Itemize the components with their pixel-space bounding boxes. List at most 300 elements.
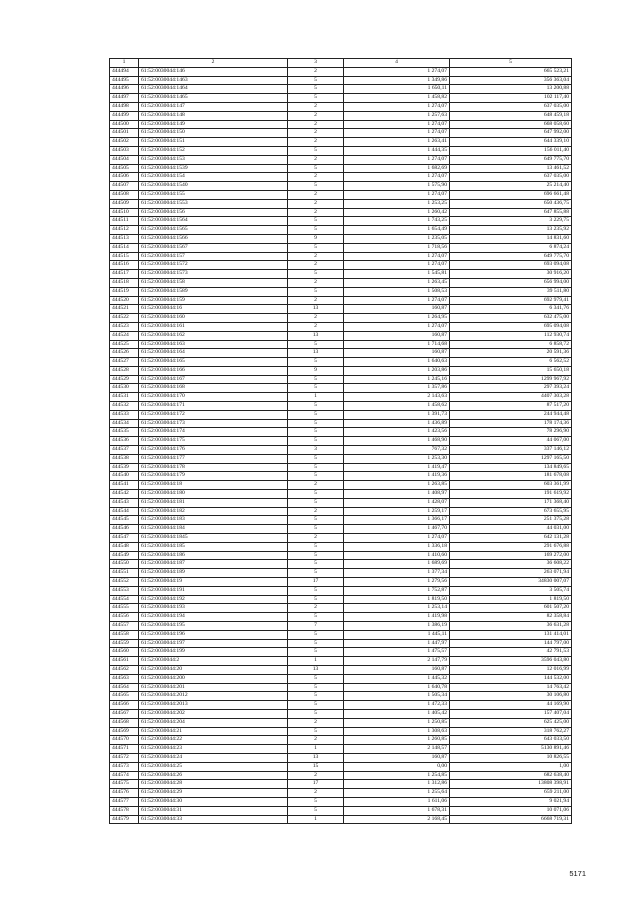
rate-cell: 1 447,97 [344,639,450,648]
row-number-cell: 444509 [110,199,139,208]
rate-cell: 1 408,97 [344,490,450,499]
rate-cell: 1 640,78 [344,683,450,692]
group-cell: 2 [288,102,344,111]
table-row [110,498,572,507]
value-cell: 42 791,53 [450,648,572,657]
value-cell: 44 169,90 [450,701,572,710]
row-number-cell: 444511 [110,217,139,226]
group-cell: 5 [288,287,344,296]
cadastral-number-cell: 61:52:0030044:1564 [139,217,288,226]
row-number-cell: 444526 [110,349,139,358]
row-number-cell: 444518 [110,278,139,287]
cadastral-number-cell: 61:52:0030044:1845 [139,534,288,543]
rate-cell: 1 410,60 [344,551,450,560]
group-cell: 13 [288,665,344,674]
row-number-cell: 444574 [110,771,139,780]
cadastral-number-cell: 61:52:0030044:156 [139,208,288,217]
table-row [110,797,572,806]
rate-cell: 1 274,07 [344,252,450,261]
group-cell: 5 [288,701,344,710]
table-row [110,155,572,164]
group-cell: 1 [288,815,344,824]
rate-cell: 0,00 [344,762,450,771]
cadastral-number-cell: 61:52:0030044:23 [139,745,288,754]
table-row [110,190,572,199]
group-cell: 2 [288,199,344,208]
group-cell: 5 [288,560,344,569]
group-cell: 5 [288,340,344,349]
rate-cell: 1 274,07 [344,129,450,138]
table-row [110,94,572,103]
value-cell: 102 117,40 [450,94,572,103]
cadastral-number-cell: 61:52:0030044:163 [139,340,288,349]
table-row [110,454,572,463]
group-cell: 2 [288,789,344,798]
group-cell: 5 [288,674,344,683]
row-number-cell: 444568 [110,718,139,727]
row-number-cell: 444545 [110,516,139,525]
cadastral-number-cell: 61:52:0030044:201 [139,683,288,692]
group-cell: 5 [288,709,344,718]
cadastral-number-cell: 61:52:0030044:170 [139,393,288,402]
rate-cell: 1 444,35 [344,146,450,155]
value-cell: 144 532,00 [450,674,572,683]
value-cell: 1 819,50 [450,595,572,604]
value-cell: 644 339,10 [450,138,572,147]
group-cell: 5 [288,525,344,534]
table-row [110,226,572,235]
group-cell: 5 [288,806,344,815]
table-row [110,76,572,85]
row-number-cell: 444576 [110,789,139,798]
row-number-cell: 444495 [110,76,139,85]
row-number-cell: 444549 [110,551,139,560]
row-number-cell: 444566 [110,701,139,710]
rate-cell: 1 458,82 [344,94,450,103]
value-cell: 693 094,08 [450,261,572,270]
cadastral-number-cell: 61:52:0030044:1572 [139,261,288,270]
row-number-cell: 444543 [110,498,139,507]
rate-cell: 1 423,56 [344,428,450,437]
value-cell: 13 200,88 [450,85,572,94]
table-row [110,745,572,754]
rate-cell: 1 654,49 [344,226,450,235]
value-cell: 15 650,18 [450,366,572,375]
cadastral-number-cell: 61:52:0030044:178 [139,463,288,472]
cadastral-number-cell: 61:52:0030044:1463 [139,76,288,85]
value-cell: 673 655,95 [450,507,572,516]
value-cell: 695 094,08 [450,322,572,331]
value-cell: 696 661,48 [450,190,572,199]
group-cell: 5 [288,797,344,806]
rate-cell: 1 640,63 [344,358,450,367]
rate-cell: 1 253,25 [344,199,450,208]
rate-cell: 2 168,45 [344,815,450,824]
row-number-cell: 444559 [110,639,139,648]
group-cell: 5 [288,648,344,657]
value-cell: 14 763,42 [450,683,572,692]
row-number-cell: 444532 [110,402,139,411]
register-table [109,58,572,824]
table-row [110,349,572,358]
group-cell: 5 [288,595,344,604]
cadastral-number-cell: 61:52:0030044:176 [139,446,288,455]
value-cell: 169 272,00 [450,551,572,560]
table-row [110,410,572,419]
value-cell: 6 874,24 [450,243,572,252]
row-number-cell: 444579 [110,815,139,824]
table-row [110,182,572,191]
group-cell: 2 [288,111,344,120]
rate-cell: 2 148,57 [344,745,450,754]
row-number-cell: 444523 [110,322,139,331]
rate-cell: 1 468,90 [344,437,450,446]
rate-cell: 1 274,07 [344,102,450,111]
value-cell: 131 414,01 [450,630,572,639]
rate-cell: 1 752,87 [344,586,450,595]
row-number-cell: 444548 [110,542,139,551]
cadastral-number-cell: 61:52:0030044:154 [139,173,288,182]
row-number-cell: 444551 [110,569,139,578]
row-number-cell: 444561 [110,657,139,666]
table-row [110,120,572,129]
cadastral-number-cell: 61:52:0030044:1465 [139,94,288,103]
table-row [110,789,572,798]
table-row [110,129,572,138]
row-number-cell: 444499 [110,111,139,120]
group-cell: 5 [288,410,344,419]
table-row [110,692,572,701]
group-cell: 5 [288,217,344,226]
cadastral-number-cell: 61:52:0030044:21 [139,727,288,736]
row-number-cell: 444494 [110,67,139,76]
value-cell: 337 146,12 [450,446,572,455]
table-row [110,243,572,252]
table-row [110,270,572,279]
cadastral-number-cell: 61:52:0030044:174 [139,428,288,437]
group-cell: 5 [288,94,344,103]
rate-cell: 1 475,57 [344,648,450,657]
group-cell: 3 [288,446,344,455]
cadastral-number-cell: 61:52:0030044:1567 [139,243,288,252]
value-cell: 637 035,00 [450,102,572,111]
value-cell: 251 375,28 [450,516,572,525]
register-sheet [109,58,571,824]
table-row [110,622,572,631]
cadastral-number-cell: 61:52:0030044:25 [139,762,288,771]
row-number-cell: 444506 [110,173,139,182]
rate-cell: 1 312,86 [344,780,450,789]
row-number-cell: 444564 [110,683,139,692]
cadastral-number-cell: 61:52:0030044:1573 [139,270,288,279]
value-cell: 20 591,36 [450,349,572,358]
cadastral-number-cell: 61:52:0030044:2 [139,657,288,666]
group-cell: 9 [288,366,344,375]
value-cell: 39 511,80 [450,287,572,296]
row-number-cell: 444502 [110,138,139,147]
cadastral-number-cell: 61:52:0030044:166 [139,366,288,375]
rate-cell: 1 505,34 [344,692,450,701]
value-cell: 13808 398,91 [450,780,572,789]
rate-cell: 1 458,62 [344,402,450,411]
rate-cell: 1 472,33 [344,701,450,710]
table-row [110,322,572,331]
value-cell: 181 678,08 [450,472,572,481]
cadastral-number-cell: 61:52:0030044:200 [139,674,288,683]
value-cell: 134 849,65 [450,463,572,472]
cadastral-number-cell: 61:52:0030044:150 [139,129,288,138]
row-number-cell: 444571 [110,745,139,754]
table-row [110,630,572,639]
row-number-cell: 444533 [110,410,139,419]
group-cell: 2 [288,278,344,287]
table-row [110,173,572,182]
row-number-cell: 444541 [110,481,139,490]
rate-cell: 1 255,64 [344,789,450,798]
row-number-cell: 444544 [110,507,139,516]
cadastral-number-cell: 61:52:0030044:161 [139,322,288,331]
group-cell: 5 [288,498,344,507]
page-number: 5171 [569,869,586,878]
group-cell: 5 [288,516,344,525]
row-number-cell: 444570 [110,736,139,745]
table-row [110,525,572,534]
rate-cell: 1 436,89 [344,419,450,428]
cadastral-number-cell: 61:52:0030044:199 [139,648,288,657]
rate-cell: 1 611,06 [344,797,450,806]
column-header-2: 2 [139,59,288,68]
rate-cell: 1 467,70 [344,525,450,534]
rate-cell: 1 274,07 [344,190,450,199]
rate-cell: 1 743,25 [344,217,450,226]
value-cell: 244 944,48 [450,410,572,419]
table-row [110,278,572,287]
rate-cell: 1 203,86 [344,366,450,375]
group-cell: 5 [288,613,344,622]
value-cell: 625 425,00 [450,718,572,727]
value-cell: 78 296,90 [450,428,572,437]
group-cell: 2 [288,314,344,323]
value-cell: 14 831,60 [450,234,572,243]
group-cell: 2 [288,771,344,780]
rate-cell: 1 349,86 [344,76,450,85]
group-cell: 2 [288,208,344,217]
value-cell: 632 475,00 [450,314,572,323]
cadastral-number-cell: 61:52:0030044:183 [139,516,288,525]
cadastral-number-cell: 61:52:0030044:30 [139,797,288,806]
row-number-cell: 444504 [110,155,139,164]
column-header-3: 3 [288,59,344,68]
value-cell: 34830 007,07 [450,578,572,587]
cadastral-number-cell: 61:52:0030044:177 [139,454,288,463]
table-row [110,657,572,666]
table-row [110,701,572,710]
cadastral-number-cell: 61:52:0030044:148 [139,111,288,120]
column-header-5: 5 [450,59,572,68]
group-cell: 2 [288,296,344,305]
rate-cell: 1 428,07 [344,498,450,507]
cadastral-number-cell: 61:52:0030044:168 [139,384,288,393]
rate-cell: 1 260,42 [344,208,450,217]
rate-cell: 1 682,69 [344,164,450,173]
group-cell: 5 [288,270,344,279]
value-cell: 9 021,94 [450,797,572,806]
value-cell: 647 855,88 [450,208,572,217]
group-cell: 2 [288,138,344,147]
row-number-cell: 444534 [110,419,139,428]
group-cell: 5 [288,490,344,499]
table-row [110,217,572,226]
row-number-cell: 444510 [110,208,139,217]
value-cell: 1,00 [450,762,572,771]
group-cell: 13 [288,331,344,340]
table-row [110,437,572,446]
group-cell: 5 [288,164,344,173]
group-cell: 5 [288,639,344,648]
rate-cell: 1 274,07 [344,296,450,305]
value-cell: 25 214,40 [450,182,572,191]
value-cell: 643 033,50 [450,736,572,745]
group-cell: 5 [288,85,344,94]
row-number-cell: 444529 [110,375,139,384]
rate-cell: 1 336,18 [344,542,450,551]
rate-cell: 1 377,34 [344,569,450,578]
table-row [110,736,572,745]
rate-cell: 1 689,69 [344,560,450,569]
rate-cell: 1 718,56 [344,243,450,252]
cadastral-number-cell: 61:52:0030044:175 [139,437,288,446]
group-cell: 2 [288,534,344,543]
value-cell: 318 762,27 [450,727,572,736]
table-row [110,331,572,340]
table-row [110,472,572,481]
cadastral-number-cell: 61:52:0030044:155 [139,190,288,199]
group-cell: 5 [288,683,344,692]
table-row [110,578,572,587]
table-row [110,428,572,437]
cadastral-number-cell: 61:52:0030044:194 [139,613,288,622]
table-row [110,709,572,718]
row-number-cell: 444558 [110,630,139,639]
group-cell: 2 [288,481,344,490]
cadastral-number-cell: 61:52:0030044:16 [139,305,288,314]
cadastral-number-cell: 61:52:0030044:204 [139,718,288,727]
cadastral-number-cell: 61:52:0030044:1540 [139,182,288,191]
group-cell: 1 [288,745,344,754]
row-number-cell: 444515 [110,252,139,261]
rate-cell: 2 143,63 [344,393,450,402]
value-cell: 6 341,76 [450,305,572,314]
table-row [110,366,572,375]
value-cell: 36 608,22 [450,560,572,569]
rate-cell: 1 308,63 [344,727,450,736]
cadastral-number-cell: 61:52:0030044:192 [139,595,288,604]
value-cell: 297 393,24 [450,384,572,393]
row-number-cell: 444552 [110,578,139,587]
group-cell: 2 [288,252,344,261]
cadastral-number-cell: 61:52:0030044:153 [139,155,288,164]
row-number-cell: 444535 [110,428,139,437]
table-row [110,138,572,147]
row-number-cell: 444556 [110,613,139,622]
rate-cell: 1 357,86 [344,384,450,393]
table-row [110,340,572,349]
rate-cell: 1 253,30 [344,454,450,463]
rate-cell: 1 263,41 [344,138,450,147]
rate-cell: 1 419,98 [344,613,450,622]
table-row [110,358,572,367]
row-number-cell: 444516 [110,261,139,270]
table-row [110,234,572,243]
table-row [110,718,572,727]
group-cell: 5 [288,428,344,437]
row-number-cell: 444514 [110,243,139,252]
row-number-cell: 444554 [110,595,139,604]
table-row [110,384,572,393]
row-number-cell: 444572 [110,753,139,762]
group-cell: 2 [288,718,344,727]
rate-cell: 1 235,05 [344,234,450,243]
group-cell: 7 [288,622,344,631]
table-row [110,164,572,173]
row-number-cell: 444525 [110,340,139,349]
table-row [110,375,572,384]
cadastral-number-cell: 61:52:0030044:151 [139,138,288,147]
rate-cell: 767,32 [344,446,450,455]
value-cell: 650 436,75 [450,199,572,208]
value-cell: 1299 967,92 [450,375,572,384]
table-row [110,771,572,780]
rate-cell: 1 264,95 [344,314,450,323]
rate-cell: 1 678,31 [344,806,450,815]
cadastral-number-cell: 61:52:0030044:31 [139,806,288,815]
rate-cell: 160,87 [344,331,450,340]
group-cell: 2 [288,261,344,270]
table-row [110,683,572,692]
table-row [110,296,572,305]
cadastral-number-cell: 61:52:0030044:195 [139,622,288,631]
cadastral-number-cell: 61:52:0030044:1553 [139,199,288,208]
value-cell: 44 031,00 [450,525,572,534]
value-cell: 3596 043,80 [450,657,572,666]
value-cell: 3 229,75 [450,217,572,226]
rate-cell: 1 259,17 [344,507,450,516]
rate-cell: 1 263,45 [344,278,450,287]
row-number-cell: 444538 [110,454,139,463]
cadastral-number-cell: 61:52:0030044:162 [139,331,288,340]
row-number-cell: 444575 [110,780,139,789]
rate-cell: 1 260,85 [344,736,450,745]
cadastral-number-cell: 61:52:0030044:157 [139,252,288,261]
row-number-cell: 444577 [110,797,139,806]
value-cell: 171 368,40 [450,498,572,507]
group-cell: 13 [288,753,344,762]
value-cell: 659 211,00 [450,789,572,798]
table-row [110,551,572,560]
rate-cell: 1 445,11 [344,630,450,639]
table-row [110,648,572,657]
cadastral-number-cell: 61:52:0030044:18 [139,481,288,490]
table-row [110,446,572,455]
group-cell: 2 [288,736,344,745]
value-cell: 682 638,40 [450,771,572,780]
cadastral-number-cell: 61:52:0030044:2013 [139,701,288,710]
rate-cell: 1 419,47 [344,463,450,472]
cadastral-number-cell: 61:52:0030044:181 [139,498,288,507]
value-cell: 665 523,21 [450,67,572,76]
cadastral-number-cell: 61:52:0030044:172 [139,410,288,419]
value-cell: 668 058,60 [450,120,572,129]
